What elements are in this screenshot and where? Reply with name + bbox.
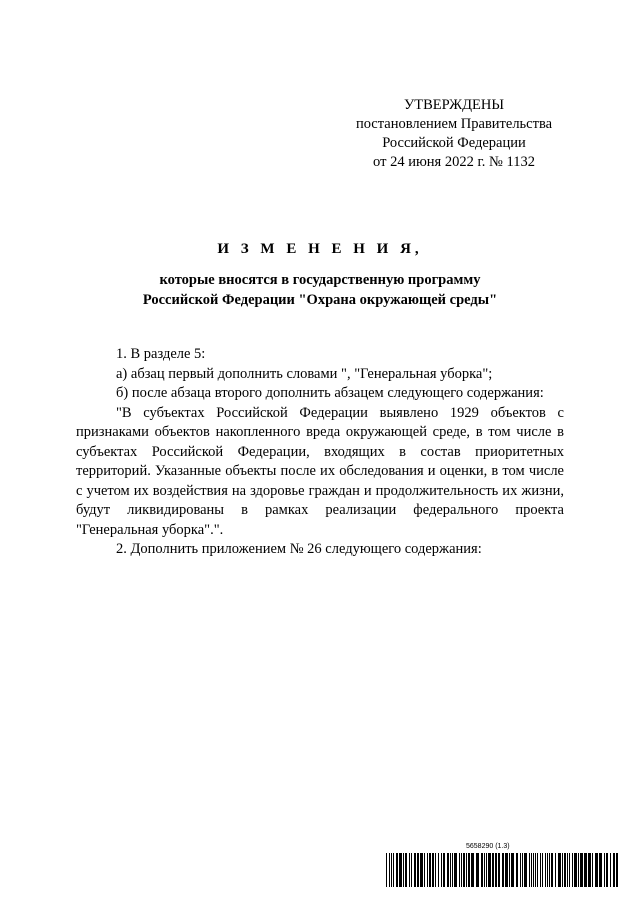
approval-heading: УТВЕРЖДЕНЫ [403,97,505,113]
barcode-image [386,853,618,887]
document-subtitle [0,270,640,310]
paragraph-1: 1. В разделе 5: [116,346,206,362]
approval-authority: Российской Федерации [382,135,526,151]
barcode-block [386,843,618,887]
subtitle-line-2: Российской Федерации "Охрана окружающей среды" [142,292,498,308]
paragraph-3: б) после абзаца второго дополнить абзацем следующего содержания: [116,385,544,401]
paragraph-2: а) абзац первый дополнить словами ", "Генеральная уборка"; [116,365,493,382]
document-title: И З М Е Н Е Н И Я, [217,241,423,257]
approval-date: от 24 июня 2022 г. № 1132 [373,154,535,170]
barcode-number: 5658290 (1.3) [466,843,510,850]
paragraph-4: "В субъектах Российской Федерации выявлено 1929 объектов с признаками объектов накопленного вреда окружающей среде, в том числе в субъектах Российской Федерации, входящих в состав приоритетных территорий. Указанные объекты после их обследования и оценки, в том числе с учетом их воздействия на здоровье граждан и продолжительность их жизни, будут ликвидированы в рамках реализации федерального проекта "Генеральная уборка".". [76,404,564,538]
subtitle-line-1: которые вносятся в государственную программу [159,272,481,288]
paragraph-5: 2. Дополнить приложением № 26 следующего содержания: [116,541,482,557]
approval-block [340,96,568,172]
approval-decree: постановлением Правительства [355,116,553,132]
document-body [76,345,564,560]
